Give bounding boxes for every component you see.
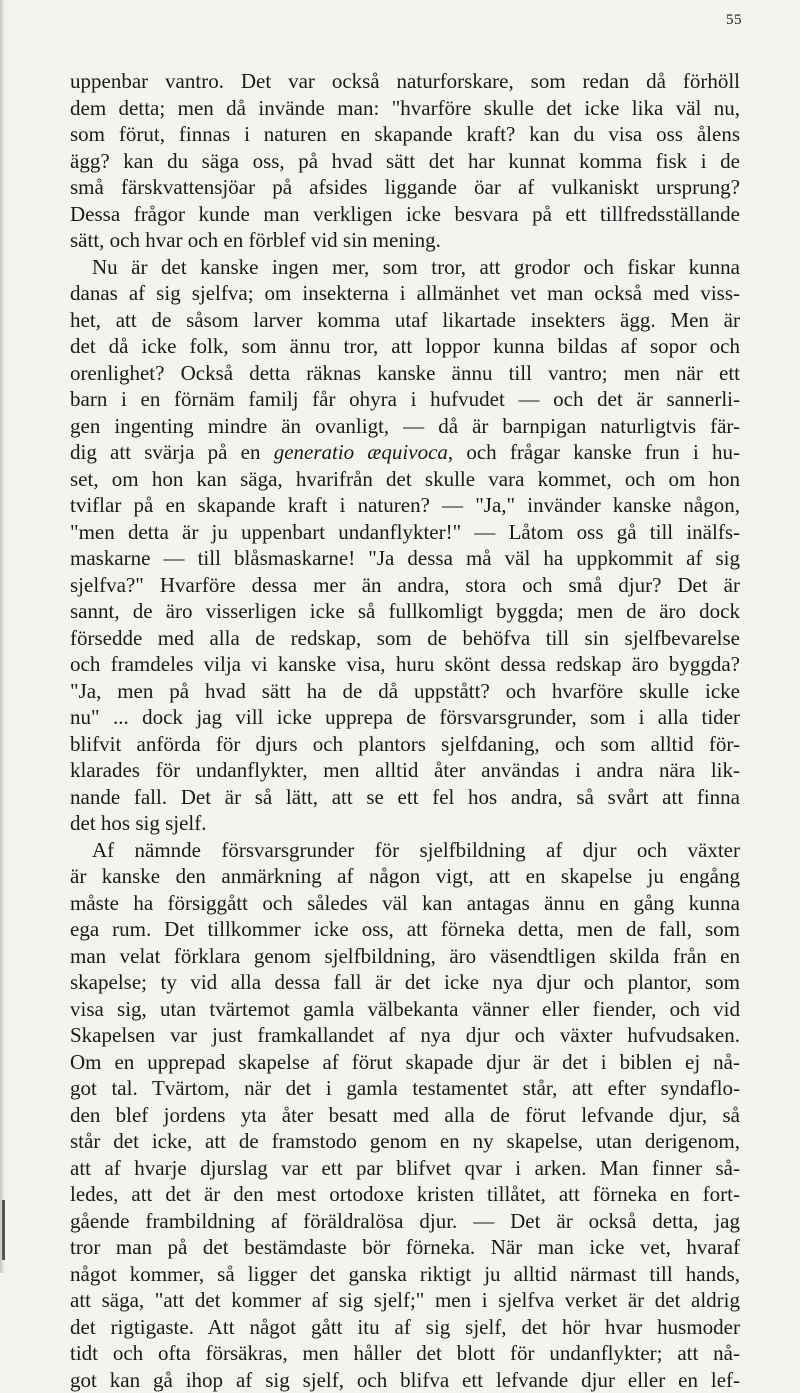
text-line: man velat förklara genom sjelfbildning, äro väsendtligen skilda från en — [70, 943, 740, 970]
text-line: Dessa frågor kunde man verkligen icke besvara på ett tillfredsställande — [70, 201, 740, 228]
text-line: barn i en förnäm familj får ohyra i hufvudet — och det är sannerli- — [70, 386, 740, 413]
text-line: sjelfva?" Hvarföre dessa mer än andra, stora och små djur? Det är — [70, 572, 740, 599]
text-line: visa sig, utan tvärtemot gamla välbekanta vänner eller fiender, och vid — [70, 996, 740, 1023]
text-line: blifvit anförda för djurs och plantors sjelfdaning, och som alltid för- — [70, 731, 740, 758]
text-line: sätt, och hvar och en förblef vid sin mening. — [70, 227, 740, 254]
text-line: uppenbar vantro. Det var också naturforskare, som redan då förhöll — [70, 68, 740, 95]
text-line: att af hvarje djurslag var ett par blifvet qvar i arken. Man finner så- — [70, 1155, 740, 1182]
text-line: ledes, att det är den mest ortodoxe kristen tillåtet, att förneka en fort- — [70, 1181, 740, 1208]
text-line: och framdeles vilja vi kanske visa, huru skönt dessa redskap äro byggda? — [70, 651, 740, 678]
text-line: tviflar på en skapande kraft i naturen? — "Ja," invänder kanske någon, — [70, 492, 740, 519]
text-line: klarades för undanflykter, men alltid åter användas i andra nära lik- — [70, 757, 740, 784]
text-line: tidt och ofta försäkras, men håller det blott för undanflykter; att nå- — [70, 1340, 740, 1367]
text-line: ega rum. Det tillkommer icke oss, att förneka detta, men de fall, som — [70, 916, 740, 943]
text-line: Af nämnde försvarsgrunder för sjelfbildning af djur och växter — [70, 837, 740, 864]
text-line: het, att de såsom larver komma utaf likartade insekters ägg. Men är — [70, 307, 740, 334]
text-line: set, om hon kan säga, hvarifrån det skulle vara kommet, och om hon — [70, 466, 740, 493]
text-line: got kan gå ihop af sig sjelf, och blifva ett lefvande djur eller en lef- — [70, 1367, 740, 1393]
text-line: danas af sig sjelfva; om insekterna i allmänhet vet man också med viss- — [70, 280, 740, 307]
page-edge-shadow — [0, 0, 5, 1273]
text-line: nande fall. Det är så lätt, att se ett fel hos andra, så svårt att finna — [70, 784, 740, 811]
text-line: det då icke folk, som ännu tror, att loppor kunna bildas af sopor och — [70, 333, 740, 360]
text-line: det rigtigaste. Att något gått itu af sig sjelf, det hör hvar husmoder — [70, 1314, 740, 1341]
text-line: små färskvattensjöar på afsides liggande öar af vulkaniskt ursprung? — [70, 174, 740, 201]
text-line: skapelse; ty vid alla dessa fall är det icke nya djur och plantor, som — [70, 969, 740, 996]
text-line: "Ja, men på hvad sätt ha de då uppstått? och hvarföre skulle icke — [70, 678, 740, 705]
text-line: nu" ... dock jag vill icke upprepa de försvarsgrunder, som i alla tider — [70, 704, 740, 731]
body-text — [70, 68, 740, 1393]
text-line: orenlighet? Också detta räknas kanske ännu till vantro; men när ett — [70, 360, 740, 387]
text-line: tror man på det bestämdaste bör förneka. När man icke vet, hvaraf — [70, 1234, 740, 1261]
text-line: gående frambildning af föräldralösa djur. — Det är också detta, jag — [70, 1208, 740, 1235]
text-line: gen ingenting mindre än ovanligt, — då är barnpigan naturligtvis fär- — [70, 413, 740, 440]
text-line: den blef jordens yta åter besatt med alla de förut lefvande djur, så — [70, 1102, 740, 1129]
text-line: det hos sig sjelf. — [70, 810, 740, 837]
text-line: något kommer, så ligger det ganska riktigt ju alltid närmast till hands, — [70, 1261, 740, 1288]
binding-mark — [2, 1200, 5, 1260]
text-line: Skapelsen var just framkallandet af nya djur och växter hufvudsaken. — [70, 1022, 740, 1049]
text-line: som förut, finnas i naturen en skapande kraft? kan du visa oss ålens — [70, 121, 740, 148]
text-line: måste ha försiggått och således väl kan antagas ännu en gång kunna — [70, 890, 740, 917]
text-line: sannt, de äro visserligen icke så fullkomligt byggda; men de äro dock — [70, 598, 740, 625]
text-line: got tal. Tvärtom, när det i gamla testamentet står, att efter syndaflo- — [70, 1075, 740, 1102]
page-number: 55 — [726, 12, 742, 29]
text-line: Nu är det kanske ingen mer, som tror, att grodor och fiskar kunna — [70, 254, 740, 281]
text-line: dem detta; men då invände man: "hvarföre skulle det icke lika väl nu, — [70, 95, 740, 122]
latin-term: generatio æquivoca — [274, 440, 448, 464]
text-line: är kanske den anmärkning af någon vigt, att en skapelse ju engång — [70, 863, 740, 890]
text-line: Om en upprepad skapelse af förut skapade djur är det i biblen ej nå- — [70, 1049, 740, 1076]
text-line: dig att svärja på en generatio æquivoca, och frågar kanske frun i hu- — [70, 439, 740, 466]
text-line: ägg? kan du säga oss, på hvad sätt det har kunnat komma fisk i de — [70, 148, 740, 175]
text-line: "men detta är ju uppenbart undanflykter!" — Låtom oss gå till inälfs- — [70, 519, 740, 546]
text-line: står det icke, att de framstodo genom en ny skapelse, utan derigenom, — [70, 1128, 740, 1155]
text-line: maskarne — till blåsmaskarne! "Ja dessa må väl ha uppkommit af sig — [70, 545, 740, 572]
text-line: att säga, "att det kommer af sig sjelf;" men i sjelfva verket är det aldrig — [70, 1287, 740, 1314]
text-line: försedde med alla de redskap, som de behöfva till sin sjelfbevarelse — [70, 625, 740, 652]
